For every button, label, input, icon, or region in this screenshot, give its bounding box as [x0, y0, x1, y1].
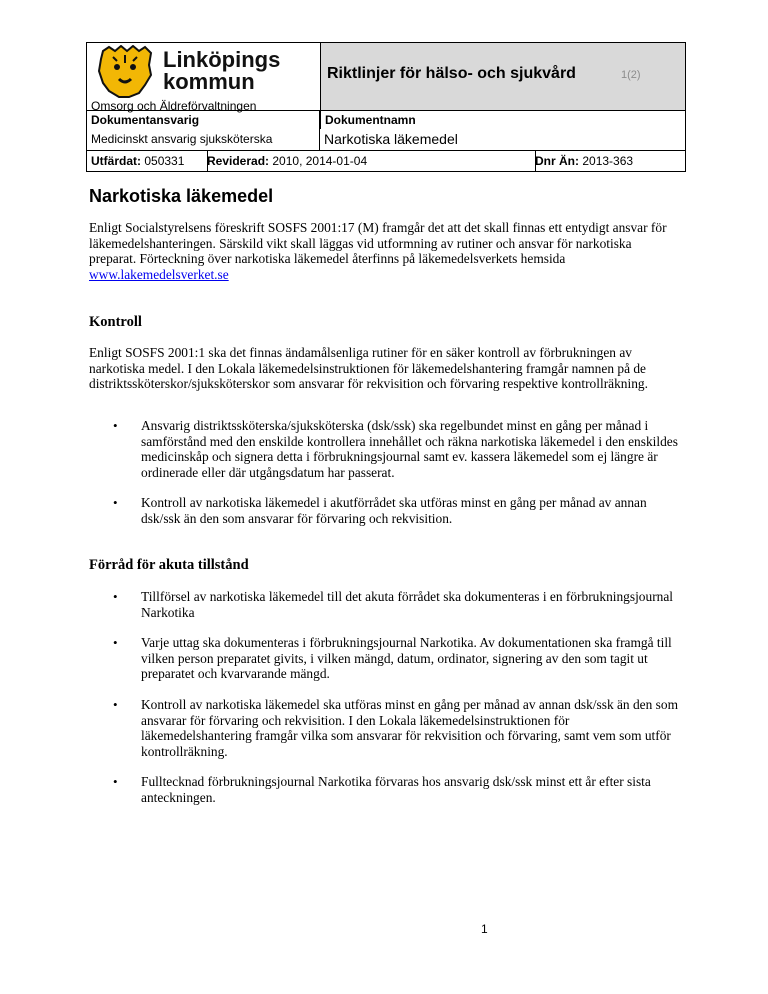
header-meta-row: [86, 150, 686, 172]
docname-value-cell: [320, 129, 686, 150]
bullet-icon: •: [113, 697, 118, 712]
intro-paragraph: Enligt Socialstyrelsens föreskrift SOSFS 2001:17 (M) framgår det att det skall finnas ett entydigt ansvar för läkemedelshanteringen. Särskild vikt skall läggas vid utformning av rutiner och ansvar för narkotiska preparat. Förteckning över narkotiska läkemedel återfinns på läkemedelsverkets hemsida www.lakemedelsverket.se: [89, 220, 667, 282]
owner-value: Medicinskt ansvarig sjuksköterska: [91, 132, 273, 146]
page-count: 1(2): [621, 69, 641, 81]
list-item: Varje uttag ska dokumenteras i förbrukningsjournal Narkotika. Av dokumentationen ska framgå till vilken person preparatet givits, i vilken mängd, datum, ordinator, signering av den som tagit ut preparatet och kvarvarande mängd.: [141, 635, 672, 681]
page-title: Narkotiska läkemedel: [89, 186, 274, 206]
bullet-icon: •: [113, 774, 118, 789]
section-heading-kontroll: Kontroll: [89, 314, 142, 330]
owner-label: Dokumentansvarig: [91, 113, 200, 127]
brand-name: Linköpings kommun: [163, 47, 281, 94]
title-cell: [320, 42, 686, 110]
owner-label-cell: [86, 110, 320, 129]
docname-value: Narkotiska läkemedel: [324, 131, 458, 147]
bullet-icon: •: [113, 635, 118, 650]
dnr-cell: Dnr Än: 2013-363: [535, 154, 634, 168]
issued-cell: Utfärdat: 050331: [87, 151, 208, 171]
bullet-icon: •: [113, 418, 118, 433]
section-kontroll-text: Enligt SOSFS 2001:1 ska det finnas ändamålsenliga rutiner för en säker kontroll av förbrukningen av narkotiska medel. I den Lokala läkemedelsinstruktionen för läkemedelshantering framgår namnen på de distriktssköterskor/sjuksköterskor som ansvarar för rekvisition och förvaring respektive kontrollräkning.: [89, 345, 648, 391]
section-heading-forrad: Förråd för akuta tillstånd: [89, 557, 249, 573]
owner-value-cell: [86, 129, 320, 150]
bullet-icon: •: [113, 589, 118, 604]
kommun-logo: [95, 45, 295, 99]
org-name: Omsorg och Äldreförvaltningen: [91, 99, 257, 113]
list-item: Fulltecknad förbrukningsjournal Narkotika förvaras hos ansvarig dsk/ssk minst ett år efter sista anteckningen.: [141, 774, 651, 805]
docname-label: Dokumentnamn: [325, 113, 416, 127]
list-item: Kontroll av narkotiska läkemedel ska utföras minst en gång per månad av annan dsk/ssk än den som ansvarar för förvaring och rekvisition. I den Lokala läkemedelsinstruktionen för läkemedelshantering framgår vilka som ansvarar för rekvisition och förvaring, samt vem som utför kontrollräkning.: [141, 697, 678, 759]
logo-cell: [86, 42, 320, 113]
lion-icon: [95, 45, 155, 99]
docname-label-cell: [320, 110, 686, 129]
list-item: Kontroll av narkotiska läkemedel i akutförrådet ska utföras minst en gång per månad av annan dsk/ssk än den som ansvarar för förvaring och rekvisition.: [141, 495, 647, 526]
page-number: 1: [481, 922, 488, 936]
list-item: Ansvarig distriktssköterska/sjuksköterska (dsk/ssk) ska regelbundet minst en gång per månad i samförstånd med den enskilde kontrollera innehållet och räkna narkotiska läkemedel i den enskildes medicinskåp och signera detta i förbrukningsjournal samt ev. kassera läkemedel som ej längre är ordinerade eller där utgångsdatum har passerat.: [141, 418, 678, 480]
list-item: Tillförsel av narkotiska läkemedel till det akuta förrådet ska dokumenteras i en förbrukningsjournal Narkotika: [141, 589, 674, 620]
lakemedelsverket-link[interactable]: www.lakemedelsverket.se: [89, 266, 229, 282]
document-type: Riktlinjer för hälso- och sjukvård: [327, 65, 576, 82]
bullet-icon: •: [113, 495, 118, 510]
revised-cell: Reviderad: 2010, 2014-01-04: [203, 151, 536, 171]
